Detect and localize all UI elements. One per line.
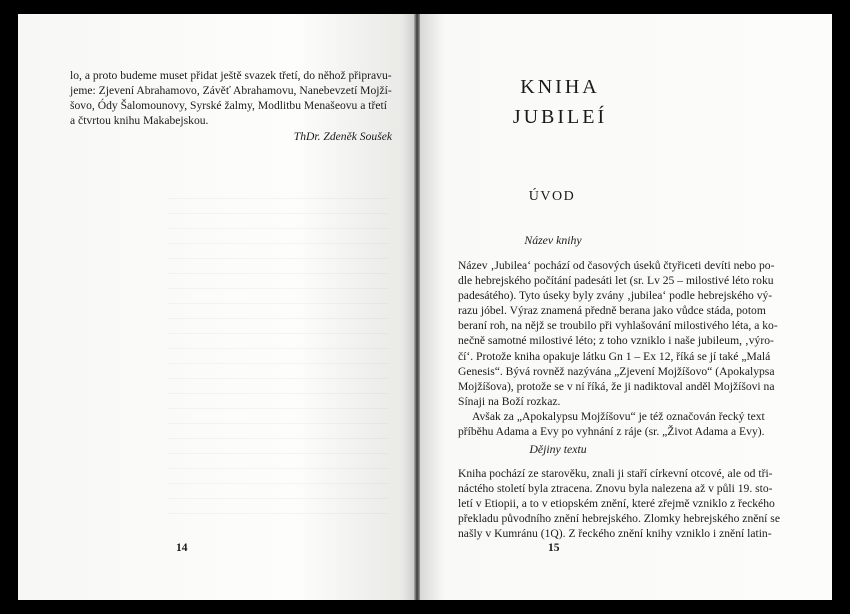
book-title xyxy=(460,72,660,132)
intro-paragraph xyxy=(458,258,780,439)
text-line: jeme: Zjevení Abrahamovo, Závěť Abrahamovu, Nanebevzetí Mojží- xyxy=(70,84,392,98)
text-line: překladu původního znění hebrejského. Zlomky hebrejského znění se xyxy=(458,512,780,526)
text-line: beraní roh, na nějž se troubilo při vyhlašování milostivého léta, a ko- xyxy=(458,319,778,333)
text-line: lo, a proto budeme muset přidat ještě svazek třetí, do něhož připravu- xyxy=(70,69,392,82)
text-line: razu jóbel. Výraz znamená předně berana jako vůdce stáda, potom xyxy=(458,304,766,318)
author-signature: ThDr. Zdeněk Soušek xyxy=(293,130,392,144)
history-paragraph xyxy=(458,466,780,541)
text-line: našly v Kumránu (1Q). Z řeckého znění knihy vzniklo i znění latin- xyxy=(458,527,772,541)
text-line: a čtvrtou knihu Makabejskou. xyxy=(70,114,209,128)
page-number-left: 14 xyxy=(176,542,188,554)
text-line: Avšak za „Apokalypsu Mojžíšovu“ je též označován řecký text xyxy=(472,409,765,423)
text-line: padesátého). Tyto úseky byly zvány ‚jubilea‘ podle hebrejského vý- xyxy=(458,289,773,303)
book-title-line: JUBILEÍ xyxy=(512,106,608,128)
page-number-right: 15 xyxy=(548,542,560,554)
text-line: čí‘. Protože kniha opakuje látku Gn 1 – Ex 12, říká se jí také „Malá xyxy=(458,349,771,363)
text-line: příběhu Adama a Evy po vyhnání z ráje (sr. „Život Adama a Evy). xyxy=(458,425,765,439)
left-page xyxy=(18,14,414,600)
text-line: nečně samotné milostivé léto; z toho vzniklo i naše jubileum, ‚výro- xyxy=(458,334,774,348)
right-page xyxy=(420,14,832,600)
text-line: Název ‚Jubilea‘ pochází od časových úseků čtyřiceti devíti nebo po- xyxy=(458,259,775,272)
text-line: náctého století byla ztracena. Znovu byla nalezena až v půli 19. sto- xyxy=(458,482,773,496)
text-line: Sínaji na Boží rozkaz. xyxy=(458,394,561,408)
section-title: ÚVOD xyxy=(528,189,576,204)
text-line: letí v Etiopii, a to v etiopském znění, které zřejmě vzniklo z řeckého xyxy=(458,497,775,511)
subheading-book-name: Název knihy xyxy=(524,233,582,247)
text-line: šovo, Ódy Šalomounovy, Syrské žalmy, Modlitbu Menašeovu a třetí xyxy=(70,99,387,113)
text-line: Mojžíšova), protože se v ní říká, že ji nadiktoval anděl Mojžíšovi na xyxy=(458,379,775,393)
subheading-text-history: Dějiny textu xyxy=(529,442,587,456)
text-line: Kniha pochází ze starověku, znali ji staří církevní otcové, ale od tři- xyxy=(458,467,773,480)
text-line: dle hebrejského počítání padesáti let (sr. Lv 25 – milostivé léto roku xyxy=(458,274,774,288)
show-through-text xyxy=(168,198,388,528)
text-line: Genesis“. Bývá rovněž nazývána „Zjevení Mojžíšovo“ (Apokalypsa xyxy=(458,364,775,378)
left-page-text xyxy=(70,68,392,144)
book-spread xyxy=(18,14,832,600)
book-title-line: KNIHA xyxy=(520,76,600,98)
